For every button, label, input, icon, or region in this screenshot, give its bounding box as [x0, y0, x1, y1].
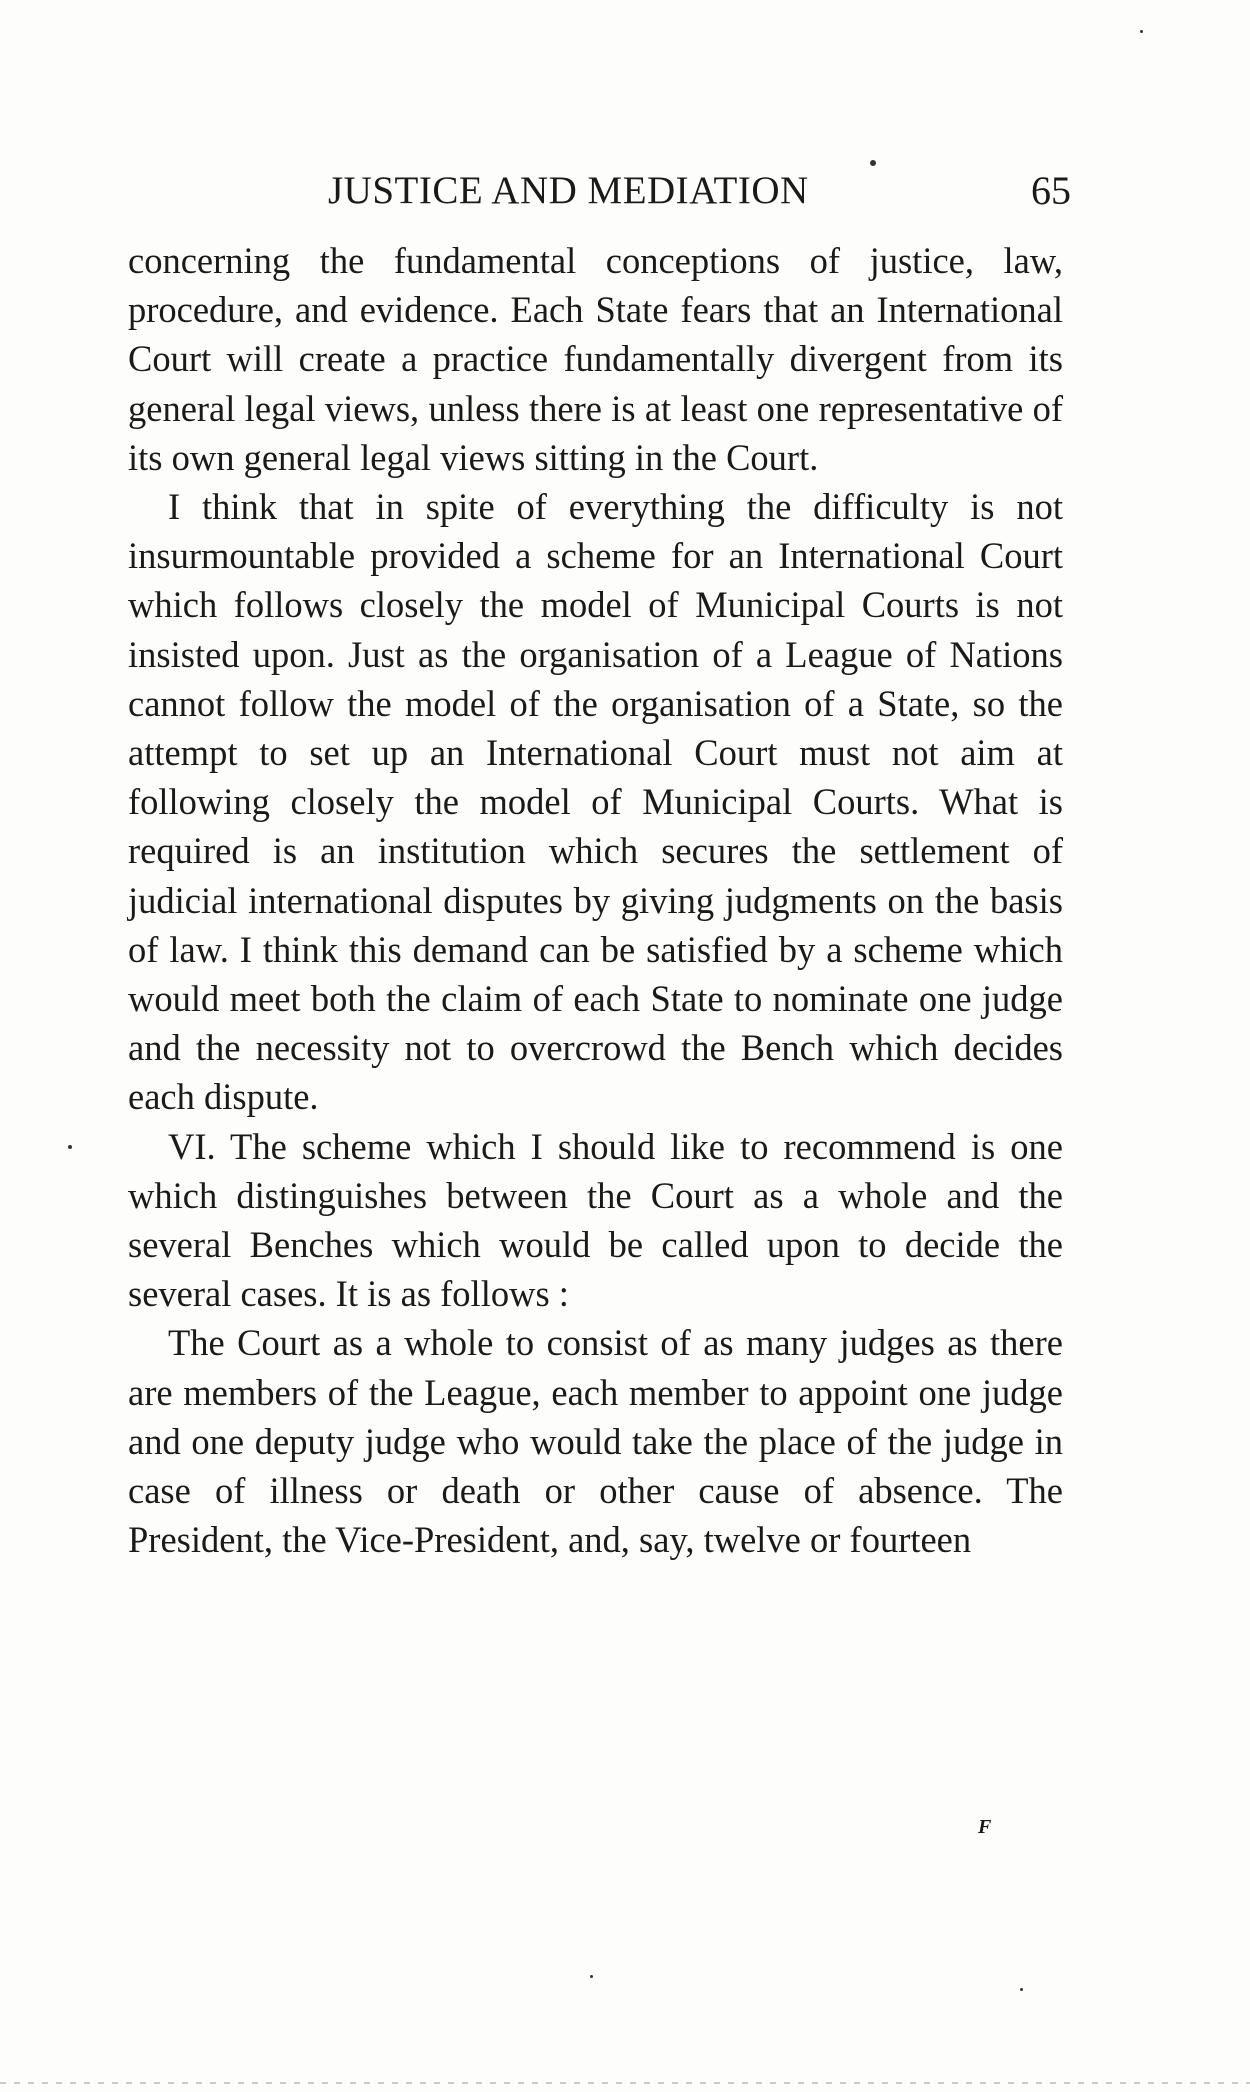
- scan-speck: [68, 1145, 72, 1149]
- scan-speck: [1140, 30, 1143, 33]
- paragraph-section-vi: VI. The scheme which I should like to recommend is one which distinguishes between the Court as a whole and the several Benches which would be called upon to decide the several cases. It is as follows :: [128, 1125, 1063, 1315]
- running-title: JUSTICE AND MEDIATION: [328, 169, 809, 212]
- paragraph: The Court as a whole to consist of as many judges as there are members of the League, each member to appoint one judge and one deputy judge who would take the place of the judge in case of illness or death or other cause of absence. The President, the Vice-President, and, say, twelve or fourteen: [128, 1322, 1063, 1561]
- paragraph-continued: concerning the fundamental conceptions of justice, law, procedure, and evidence. Each State fears that an International Court will create a practice fundamentally divergent from its general legal views, unless there is at least one representative of its own general legal views sitting in the Court.: [128, 240, 1063, 478]
- scan-speck: [1020, 1988, 1023, 1991]
- page-number: 65: [1031, 168, 1071, 213]
- scan-speck: [870, 160, 876, 166]
- scan-speck: [590, 1975, 593, 1978]
- running-head: [128, 166, 1083, 216]
- signature-mark: F: [978, 1816, 992, 1838]
- body-text: [128, 236, 1063, 1564]
- scan-edge: [0, 2082, 1250, 2084]
- paragraph: I think that in spite of everything the difficulty is not insurmountable provided a scheme for an International Court which follows closely the model of Municipal Courts is not insisted upon. Just as the organisation of a League of Nations cannot follow the model of the organisation of a State, so the attempt to set up an International Court must not aim at following closely the model of Municipal Courts. What is required is an institution which secures the settlement of judicial international disputes by giving judgments on the basis of law. I think this demand can be satisfied by a scheme which would meet both the claim of each State to nominate one judge and the necessity not to overcrowd the Bench which decides each dispute.: [128, 486, 1063, 1118]
